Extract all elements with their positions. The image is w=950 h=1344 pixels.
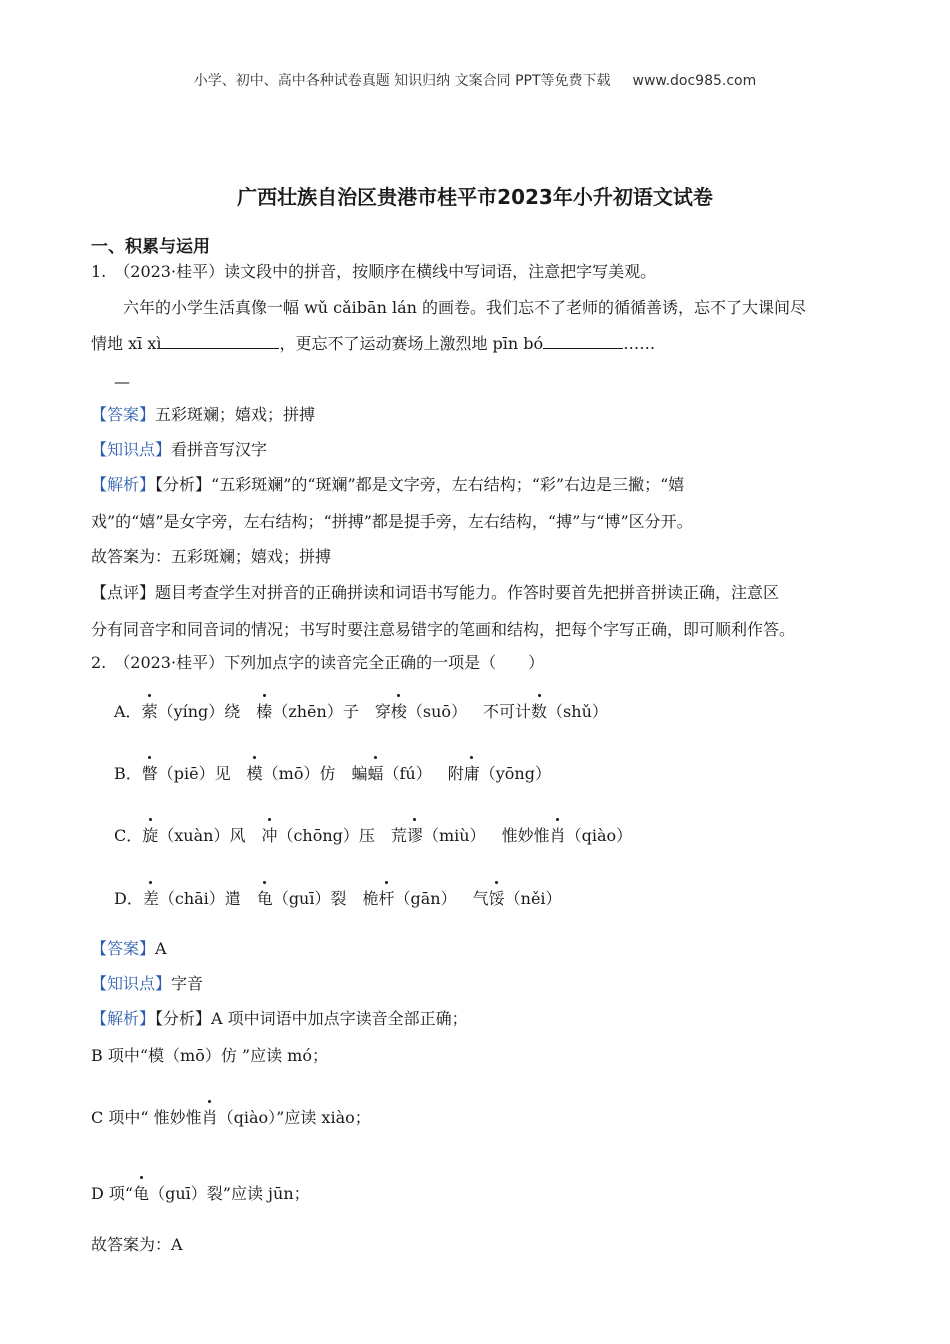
answer-tag: 【答案】 bbox=[91, 405, 156, 424]
option-text: （xuàn）风 bbox=[158, 826, 246, 845]
q1-passage-line2 bbox=[91, 331, 655, 354]
knowledge-tag: 【知识点】 bbox=[91, 974, 172, 993]
dotted-char: 差 bbox=[143, 886, 159, 909]
analysis-tag: 【解析】 bbox=[91, 475, 156, 494]
q1-analysis-text-1: 【分析】“五彩斑斓”的“斑斓”都是文字旁，左右结构；“彩”右边是三撇；“嬉 bbox=[155, 475, 685, 494]
page-header bbox=[0, 70, 950, 90]
option-text: （chāi）遣 bbox=[158, 889, 241, 908]
dotted-char: 谬 bbox=[407, 823, 423, 846]
q1-analysis-line3: 故答案为：五彩斑斓；嬉戏；拼搏 bbox=[91, 547, 332, 566]
option-label: B． bbox=[114, 764, 142, 783]
q2-analysis-b: B 项中“模（mō）仿 ”应读 mó； bbox=[91, 1046, 328, 1065]
q1-knowledge-text: 看拼音写汉字 bbox=[171, 440, 268, 459]
dotted-char: 肖 bbox=[202, 1105, 218, 1128]
q1-passage-line1: 六年的小学生活真像一幅 wǔ cǎibān lán 的画卷。我们忘不了老师的循循善诱，忘不了大课间尽 bbox=[123, 298, 807, 317]
analysis-tag: 【解析】 bbox=[91, 1009, 156, 1028]
analysis-text: （guī）裂”应读 jūn； bbox=[149, 1184, 310, 1203]
option-text: （zhēn）子 bbox=[272, 702, 359, 721]
option-text: 荒 bbox=[390, 826, 407, 845]
q2-knowledge bbox=[91, 971, 203, 994]
q2-analysis-c bbox=[91, 1105, 371, 1128]
option-text: （yōng） bbox=[479, 764, 551, 783]
q1-blank-1[interactable] bbox=[161, 332, 279, 349]
option-text: （guī）裂 bbox=[272, 889, 347, 908]
dotted-char: 梭 bbox=[391, 699, 407, 722]
analysis-text: （qiào）”应读 xiào； bbox=[217, 1108, 371, 1127]
q2-stem: 2. （2023·桂平）下列加点字的读音完全正确的一项是（ ） bbox=[91, 653, 545, 672]
q2-option-b[interactable] bbox=[114, 761, 551, 784]
q2-option-d[interactable] bbox=[114, 886, 562, 909]
dotted-char: 旋 bbox=[142, 823, 158, 846]
q1-passage-text-c: …… bbox=[623, 334, 656, 353]
analysis-text: D 项“ bbox=[91, 1184, 134, 1203]
q1-dash: — bbox=[114, 372, 130, 391]
dotted-char: 冲 bbox=[261, 823, 277, 846]
section-heading: 一、积累与运用 bbox=[91, 237, 210, 257]
q2-analysis-text-1: 【分析】A 项中词语中加点字读音全部正确； bbox=[155, 1009, 468, 1028]
option-text: 桅 bbox=[362, 889, 379, 908]
option-text: （piē）见 bbox=[157, 764, 231, 783]
option-text: 不可计 bbox=[483, 702, 532, 721]
option-text: 穿 bbox=[374, 702, 391, 721]
option-text: 惟妙惟 bbox=[501, 826, 550, 845]
dotted-char: 数 bbox=[531, 699, 547, 722]
q1-comment-line1 bbox=[91, 580, 779, 603]
q2-analysis-d bbox=[91, 1181, 310, 1204]
q1-passage-text-a: 情地 xī xì bbox=[91, 334, 162, 353]
q2-answer-text: A bbox=[155, 939, 167, 958]
q2-final-answer: 故答案为：A bbox=[91, 1235, 183, 1254]
option-text: （chōng）压 bbox=[277, 826, 375, 845]
option-text: （yíng）绕 bbox=[157, 702, 241, 721]
q1-stem: 1. （2023·桂平）读文段中的拼音，按顺序在横线中写词语，注意把字写美观。 bbox=[91, 262, 657, 281]
q1-analysis-line1 bbox=[91, 472, 684, 495]
q1-analysis-line2: 戏”的“嬉”是女字旁，左右结构；“拼搏”都是提手旁，左右结构，“搏”与“博”区分开。 bbox=[91, 512, 693, 531]
option-label: D． bbox=[114, 889, 143, 908]
dotted-char: 肖 bbox=[550, 823, 566, 846]
option-label: C． bbox=[114, 826, 143, 845]
answer-tag: 【答案】 bbox=[91, 939, 156, 958]
dotted-char: 龟 bbox=[133, 1181, 149, 1204]
q1-comment-line2: 分有同音字和同音词的情况；书写时要注意易错字的笔画和结构，把每个字写正确，即可顺利作答。 bbox=[91, 620, 796, 639]
q2-option-c[interactable] bbox=[114, 823, 632, 846]
dotted-char: 瞥 bbox=[142, 761, 158, 784]
option-text: 蝙 bbox=[351, 764, 368, 783]
option-text: （fú） bbox=[383, 764, 432, 783]
option-text: 附 bbox=[447, 764, 464, 783]
dotted-char: 庸 bbox=[464, 761, 480, 784]
q1-comment-text-1: 题目考查学生对拼音的正确拼读和词语书写能力。作答时要首先把拼音拼读正确，注意区 bbox=[155, 583, 780, 602]
q2-option-a[interactable] bbox=[114, 699, 608, 722]
analysis-text: C 项中“ 惟妙惟 bbox=[91, 1108, 202, 1127]
dotted-char: 榛 bbox=[256, 699, 272, 722]
q1-blank-2[interactable] bbox=[543, 332, 623, 349]
dotted-char: 龟 bbox=[257, 886, 273, 909]
option-label: A． bbox=[114, 702, 142, 721]
option-text: （něi） bbox=[504, 889, 562, 908]
dotted-char: 模 bbox=[247, 761, 263, 784]
option-text: （mō）仿 bbox=[262, 764, 336, 783]
header-text: 小学、初中、高中各种试卷真题 知识归纳 文案合同 PPT等免费下载 bbox=[193, 73, 611, 89]
q2-analysis-line1 bbox=[91, 1006, 468, 1029]
option-text: （suō） bbox=[406, 702, 468, 721]
option-text: （miù） bbox=[422, 826, 486, 845]
option-text: （qiào） bbox=[565, 826, 633, 845]
comment-tag: 【点评】 bbox=[91, 583, 156, 602]
q1-answer-text: 五彩斑斓；嬉戏；拼搏 bbox=[155, 405, 316, 424]
dotted-char: 蝠 bbox=[367, 761, 383, 784]
q2-knowledge-text: 字音 bbox=[171, 974, 204, 993]
header-url[interactable]: www.doc985.com bbox=[632, 73, 757, 89]
option-text: （shǔ） bbox=[547, 702, 608, 721]
q2-answer bbox=[91, 936, 167, 959]
page-title: 广西壮族自治区贵港市桂平市2023年小升初语文试卷 bbox=[237, 185, 713, 209]
option-text: 气 bbox=[472, 889, 489, 908]
dotted-char: 杆 bbox=[379, 886, 395, 909]
q1-passage-text-b: ，更忘不了运动赛场上激烈地 pīn bó bbox=[279, 334, 544, 353]
dotted-char: 馁 bbox=[489, 886, 505, 909]
dotted-char: 萦 bbox=[142, 699, 158, 722]
q1-answer bbox=[91, 402, 315, 425]
option-text: （gān） bbox=[394, 889, 457, 908]
q1-knowledge bbox=[91, 437, 267, 460]
knowledge-tag: 【知识点】 bbox=[91, 440, 172, 459]
